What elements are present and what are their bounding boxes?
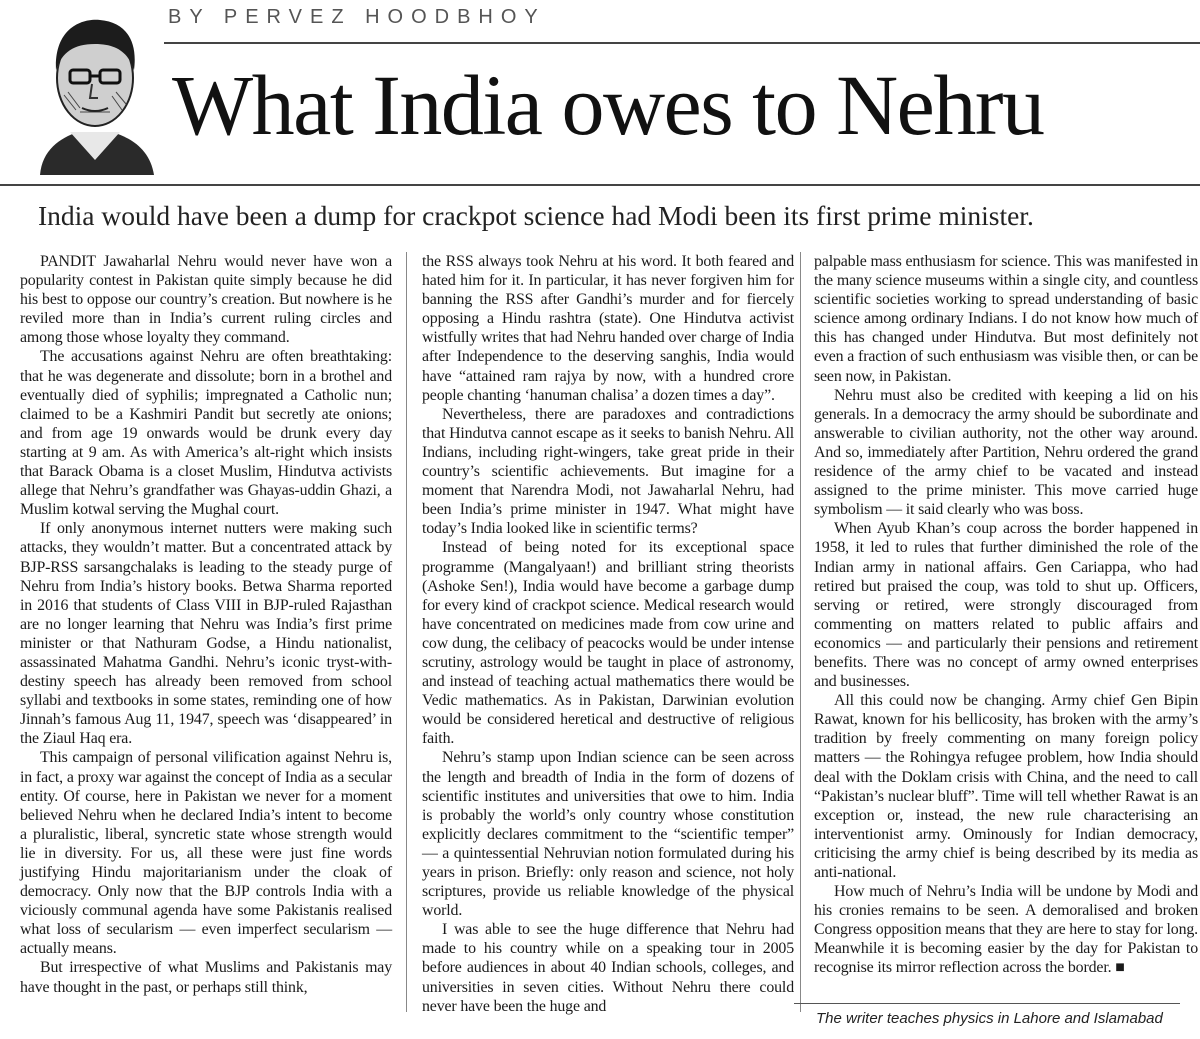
article-paragraph: Nehru must also be credited with keeping a lid on his generals. In a democracy the army should be subordinate and answerable to civilian authority, not the other way around. And so, immediately after Partition, Nehru ordered the grand residence of the army chief to be vacated and instead assigned to the prime minister. This move carried huge symbolism — it said clearly who was boss. bbox=[814, 386, 1198, 519]
article-paragraph: But irrespective of what Muslims and Pakistanis may have thought in the past, or perhaps still think, bbox=[20, 959, 392, 996]
article-paragraph: When Ayub Khan’s coup across the border happened in 1958, it led to rules that further diminished the role of the Indian army in national affairs. Gen Cariappa, who had retired but praised the coup, was told to shut up. Officers, serving or retired, were strongly discouraged from commenting on matters related to public affairs and economics — and particularly their pensions and retirement benefits. There was no concept of army owned enterprises and businesses. bbox=[814, 520, 1198, 691]
byline: BY PERVEZ HOODBHOY bbox=[168, 6, 546, 28]
column-divider bbox=[800, 252, 801, 1012]
article-paragraph: All this could now be changing. Army chief Gen Bipin Rawat, known for his bellicosity, has broken with the army’s tradition by freely commenting on many foreign policy matters — the Rohingya refugee problem, how India should deal with the Doklam crisis with China, and the need to call “Pakistan’s nuclear bluff”. Time will tell whether Rawat is an exception or, instead, the new rule characterising an interventionist army. Ominously for Indian democracy, criticising the army chief is being described by its media as anti-national. bbox=[814, 692, 1198, 881]
header-rule bbox=[164, 42, 1200, 44]
article-paragraph: Instead of being noted for its exceptional space programme (Mangalyaan!) and brilliant string theorists (Ashoke Sen!), India would have become a garbage dump for every kind of crackpot science. Medical research would have concentrated on medicines made from cow urine and cow dung, the celibacy of peacocks would be under intense scrutiny, astrology would be taught in place of astronomy, and instead of teaching actual mathematics there would be Vedic mathematics. As in Pakistan, Darwinian evolution would be considered heretical and destructive of religious faith. bbox=[422, 539, 794, 748]
article-paragraph: palpable mass enthusiasm for science. This was manifested in the many science museums within a single city, and countless scientific societies working to spread understanding of basic science among ordinary Indians. I do not know how much of this has changed under Hindutva. But most definitely not even a fraction of such enthusiasm was visible then, or can be seen now, in Pakistan. bbox=[814, 253, 1198, 385]
column-2 bbox=[422, 252, 794, 1016]
article-paragraph: The accusations against Nehru are often breathtaking: that he was degenerate and dissolute; born in a brothel and eventually died of syphilis; impregnated a Catholic nun; claimed to be a Kashmiri Pandit but secretly ate onions; and from age 19 onwards would be drunk every day starting at 9 am. As with America’s alt-right which insists that Barack Obama is a closet Muslim, Hindutva activists allege that Nehru’s grandfather was Ghayas-uddin Ghazi, a Muslim kotwal serving the Mughal court. bbox=[20, 348, 392, 519]
article-paragraph: Nevertheless, there are paradoxes and contradictions that Hindutva cannot escape as it seeks to banish Nehru. All Indians, including right-wingers, take great pride in their country’s scientific achievements. But imagine for a moment that Narendra Modi, not Jawaharlal Nehru, had been India’s prime minister in 1947. What might have today’s India looked like in scientific terms? bbox=[422, 405, 794, 538]
column-1 bbox=[20, 252, 392, 997]
dek-subheadline: India would have been a dump for crackpot science had Modi been its first prime minister. bbox=[38, 200, 1034, 231]
article-paragraph: the RSS always took Nehru at his word. It both feared and hated him for it. In particular, it has never forgiven him for banning the RSS after Gandhi’s murder and for fiercely opposing a Hindu rashtra (state). One Hindutva activist wistfully writes that had Nehru handed over charge of India after Independence to the deserving sanghis, India would have “attained ram rajya by now, with a hundred crore people chanting ‘hanuman chalisa’ a dozen times a day”. bbox=[422, 253, 794, 404]
article-paragraph: I was able to see the huge difference that Nehru had made to his country while on a speaking tour in 2005 before audiences in about 40 Indian schools, colleges, and universities in seven cities. Without Nehru there could never have been the huge and bbox=[422, 921, 794, 1015]
writer-tagline: The writer teaches physics in Lahore and Islamabad bbox=[816, 1010, 1163, 1027]
article-paragraph: If only anonymous internet nutters were making such attacks, they wouldn’t matter. But a concentrated attack by BJP-RSS sarsangchalaks is leading to the steady purge of Nehru from India’s history books. Betwa Sharma reported in 2016 that students of Class VIII in BJP-ruled Rajasthan are no longer learning that Nehru was India’s first prime minister or that Nathuram Godse, a Hindu nationalist, assassinated Mahatma Gandhi. Nehru’s iconic tryst-with-destiny speech has already been removed from school syllabi and textbooks in some states, reminding one of how Jinnah’s famous Aug 11, 1947, speech was ‘disappeared’ in the Ziaul Haq era. bbox=[20, 520, 392, 748]
tagline-rule bbox=[794, 1003, 1180, 1004]
article-paragraph: PANDIT Jawaharlal Nehru would never have won a popularity contest in Pakistan quite simply because he did his best to oppose our country’s creation. But nowhere is he reviled more than in India’s current ruling circles and among those whose loyalty they command. bbox=[20, 253, 392, 347]
headline: What India owes to Nehru bbox=[172, 57, 1044, 153]
article-paragraph: How much of Nehru’s India will be undone by Modi and his cronies remains to be seen. A demoralised and broken Congress opposition means that they are here to stay for long. Meanwhile it is becoming easier by the day for Pakistan to recognise its mirror reflection across the border. ■ bbox=[814, 883, 1198, 977]
article-body bbox=[20, 252, 1200, 1022]
author-portrait bbox=[20, 0, 170, 175]
headline-rule bbox=[0, 184, 1200, 186]
article-paragraph: This campaign of personal vilification against Nehru is, in fact, a proxy war against the concept of India as a secular entity. Of course, here in Pakistan we never for a moment believed Nehru when he declared India’s intent to become a pluralistic, liberal, syncretic state whose strength would lie in diversity. For us, all these were just fine words justifying Hindu majoritarianism under the cloak of democracy. Only now that the BJP controls India with a viciously communal agenda have some Pakistanis realised what loss of secularism — even imperfect secularism — actually means. bbox=[20, 749, 392, 958]
column-divider bbox=[406, 252, 407, 1012]
article-paragraph: Nehru’s stamp upon Indian science can be seen across the length and breadth of India in the form of dozens of scientific institutes and universities that owe to him. India is probably the world’s only country whose constitution explicitly declares commitment to the “scientific temper” — a quintessential Nehruvian notion formulated during his years in prison. Briefly: only reason and science, not holy scriptures, provide us reliable knowledge of the physical world. bbox=[422, 749, 794, 920]
column-3 bbox=[814, 252, 1198, 978]
